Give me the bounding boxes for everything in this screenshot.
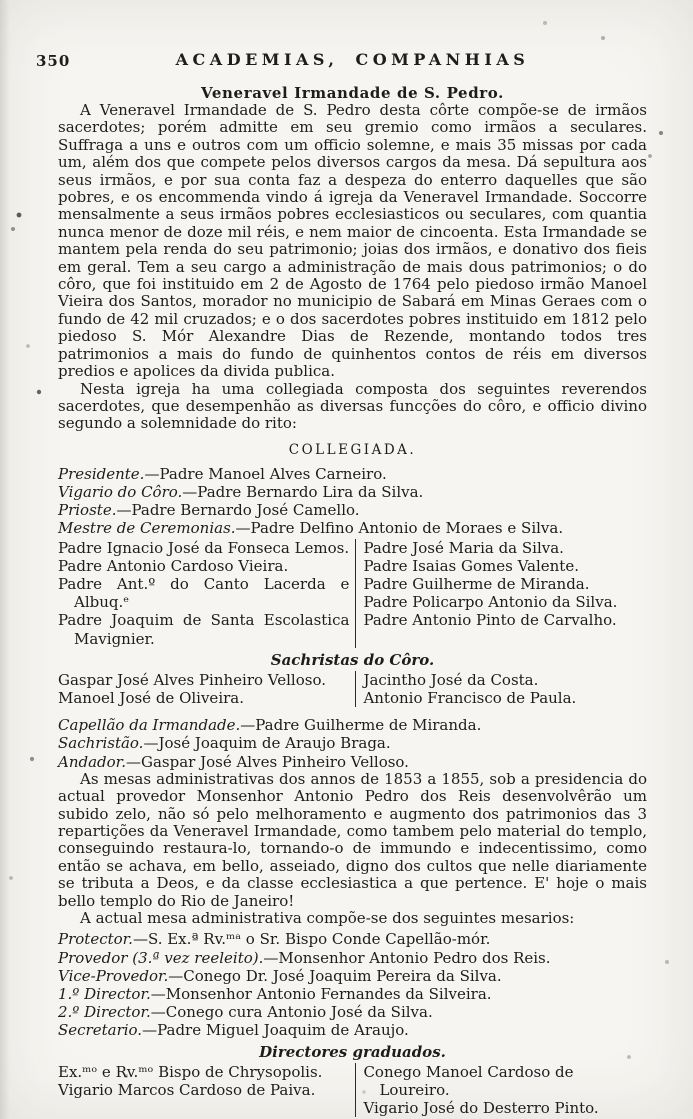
priest-name: Padre Isaias Gomes Valente. xyxy=(363,556,579,575)
sachrista-list-left xyxy=(58,671,355,707)
priest-name: Padre Joaquim de Santa Escolastica Mavignier. xyxy=(58,611,350,648)
collegiada-priest-columns xyxy=(58,539,647,648)
em-dash: — xyxy=(142,1021,158,1040)
role-label: 1.º Director. xyxy=(58,985,151,1004)
em-dash: — xyxy=(132,930,148,949)
person-name: Monsenhor Antonio Pedro dos Reis. xyxy=(278,948,551,967)
paragraph-collegiada-intro: Nesta igreja ha uma collegiada composta dos seguintes reverendos sacerdotes, que desempenhão as diversas funcções do côro, e officio divino segundo a solemnidade do rito: xyxy=(58,379,647,433)
directores-heading: Directores graduados. xyxy=(259,1042,446,1061)
em-dash: — xyxy=(150,985,166,1004)
paragraph-irmandade-description: A Veneravel Irmandade de S. Pedro desta côrte compõe-se de irmãos sacerdotes; porém admitte em seu gremio como irmãos a seculares. Suffraga a uns e outros com um officio solemne, e mais 35 missas por cada um, além dos que compete pelos diversos cargos da mesa. Dá sepultura aos seus irmãos, e por sua conta faz a despeza do enterro daquelles que são pobres, e os encommenda vindo á igreja da Veneravel Irmandade. Soccorre mensalmente a seus irmãos pobres ecclesiasticos ou seculares, com quantia nunca menor de doze mil réis, e nem maior de cincoenta. Esta Irmandade se mantem pela renda do seu patrimonio; joias dos irmãos, e donativo dos fieis em geral. Tem a seu cargo a administração de mais dous patrimonios; o do côro, que foi instituido em 2 de Agosto de 1764 pelo piedoso irmão Manoel Vieira dos Santos, morador no municipio de Sabará em Minas Geraes com o fundo de 42 mil cruzados; e o dos sacerdotes pobres instituido em 1812 pelo piedoso S. Mór Alexandre Dias de Rezende, montando todos tres patrimonios a mais do fundo de quinhentos contos de réis em diversos predios e apolices da divida publica. xyxy=(58,101,647,381)
em-dash: — xyxy=(182,482,198,501)
role-line-provedor xyxy=(58,949,647,967)
role-line-mestre-ceremonias xyxy=(58,519,647,537)
role-line-secretario xyxy=(58,1021,647,1039)
director-list-right xyxy=(355,1063,647,1118)
sachristas-heading: Sachristas do Côro. xyxy=(270,650,435,669)
priest-name: Padre Antonio Cardoso Vieira. xyxy=(58,556,289,575)
director-name: Conego Manoel Cardoso de Loureiro. xyxy=(363,1062,574,1099)
em-dash: — xyxy=(235,519,251,538)
role-line-sachristao xyxy=(58,734,647,752)
role-line-vice-provedor xyxy=(58,967,647,985)
role-line-prioste xyxy=(58,501,647,519)
person-name: Padre Miguel Joaquim de Araujo. xyxy=(157,1021,409,1040)
collegiada-roles xyxy=(58,465,647,538)
sachrista-name: Jacintho José da Costa. xyxy=(363,670,539,689)
person-name: S. Ex.ª Rv.ᵐᵃ o Sr. Bispo Conde Capellão-mór. xyxy=(147,930,491,949)
section-title: Veneravel Irmandade de S. Pedro. xyxy=(201,84,504,102)
person-name: Conego Dr. José Joaquim Pereira da Silva. xyxy=(183,966,502,985)
sachrista-name: Antonio Francisco de Paula. xyxy=(363,688,577,707)
page-number: 350 xyxy=(36,52,71,70)
role-label: 2.º Director. xyxy=(58,1003,151,1022)
directores-columns xyxy=(58,1063,647,1118)
role-label: Sachristão. xyxy=(58,734,144,753)
role-line-presidente xyxy=(58,465,647,483)
role-label: Vigario do Côro. xyxy=(58,482,183,501)
priest-name: Padre Ant.º do Canto Lacerda e Albuq.ᵉ xyxy=(58,574,350,612)
em-dash: — xyxy=(144,464,160,483)
role-label: Vice-Provedor. xyxy=(58,966,169,985)
role-line-andador xyxy=(58,753,647,771)
collegiada-heading: COLLEGIADA. xyxy=(288,441,417,458)
paragraph-mesas-administrativas: As mesas administrativas dos annos de 1853 a 1855, sob a presidencia do actual provedor Monsenhor Antonio Pedro dos Reis desenvolvêrão um subido zelo, não só pelo melhoramento e augmento dos patrimonios das 3 repartições da Veneravel Irmandade, como tambem pelo material do templo, conseguindo restaura-lo, tornando-o de immundo e indecentissimo, como então se achava, em bello, asseiado, digno dos cultos que nelle diariamente se tributa a Deos, e da classe ecclesiastica a que pertence. E' hoje o mais bello templo do Rio de Janeiro! xyxy=(58,769,647,910)
priest-name: Padre Guilherme de Miranda. xyxy=(363,574,590,593)
person-name: José Joaquim de Araujo Braga. xyxy=(158,734,391,753)
director-name: Vigario José do Desterro Pinto. xyxy=(363,1099,599,1118)
em-dash: — xyxy=(143,734,159,753)
sachristas-columns xyxy=(58,671,647,707)
person-name: Padre Bernardo José Camello. xyxy=(131,501,360,520)
role-label: Presidente. xyxy=(58,464,145,483)
priest-list-left xyxy=(58,539,355,648)
page-header xyxy=(36,50,647,72)
role-label: Prioste. xyxy=(58,501,117,520)
director-name: Ex.ᵐᵒ e Rv.ᵐᵒ Bispo de Chrysopolis. xyxy=(58,1062,323,1081)
sachrista-list-right xyxy=(355,671,647,707)
role-label: Mestre de Ceremonias. xyxy=(58,519,236,538)
em-dash: — xyxy=(168,966,184,985)
priest-name: Padre José Maria da Silva. xyxy=(363,538,564,557)
role-line-capellao xyxy=(58,716,647,734)
role-label: Capellão da Irmandade. xyxy=(58,716,241,735)
person-name: Padre Guilherme de Miranda. xyxy=(255,716,482,735)
mesa-administrativa xyxy=(58,930,647,1039)
em-dash: — xyxy=(116,501,132,520)
paragraph-mesa-intro: A actual mesa administrativa compõe-se dos seguintes mesarios: xyxy=(80,909,575,928)
role-line-vigario-coro xyxy=(58,483,647,501)
person-name: Monsenhor Antonio Fernandes da Silveira. xyxy=(165,985,492,1004)
role-label: Provedor (3.ª vez reeleito). xyxy=(58,948,264,967)
priest-name: Padre Antonio Pinto de Carvalho. xyxy=(363,611,617,630)
role-line-protector xyxy=(58,930,647,948)
running-head: ACADEMIAS, COMPANHIAS xyxy=(175,50,530,69)
role-label: Secretario. xyxy=(58,1021,143,1040)
em-dash: — xyxy=(150,1003,166,1022)
sachrista-name: Gaspar José Alves Pinheiro Velloso. xyxy=(58,670,326,689)
em-dash: — xyxy=(125,752,141,771)
director-list-left xyxy=(58,1063,355,1118)
person-name: Gaspar José Alves Pinheiro Velloso. xyxy=(140,752,409,771)
priest-list-right xyxy=(355,539,647,648)
em-dash: — xyxy=(263,948,279,967)
sachrista-name: Manoel José de Oliveira. xyxy=(58,688,244,707)
person-name: Padre Bernardo Lira da Silva. xyxy=(197,482,424,501)
director-name: Vigario Marcos Cardoso de Paiva. xyxy=(58,1080,316,1099)
em-dash: — xyxy=(240,716,256,735)
role-label: Andador. xyxy=(58,752,126,771)
person-name: Padre Delfino Antonio de Moraes e Silva. xyxy=(250,519,564,538)
role-line-1-director xyxy=(58,985,647,1003)
role-label: Protector. xyxy=(58,930,133,949)
role-line-2-director xyxy=(58,1003,647,1021)
priest-name: Padre Policarpo Antonio da Silva. xyxy=(363,593,618,612)
person-name: Padre Manoel Alves Carneiro. xyxy=(159,464,387,483)
priest-name: Padre Ignacio José da Fonseca Lemos. xyxy=(58,538,350,557)
irmandade-officials xyxy=(58,716,647,771)
person-name: Conego cura Antonio José da Silva. xyxy=(165,1003,433,1022)
